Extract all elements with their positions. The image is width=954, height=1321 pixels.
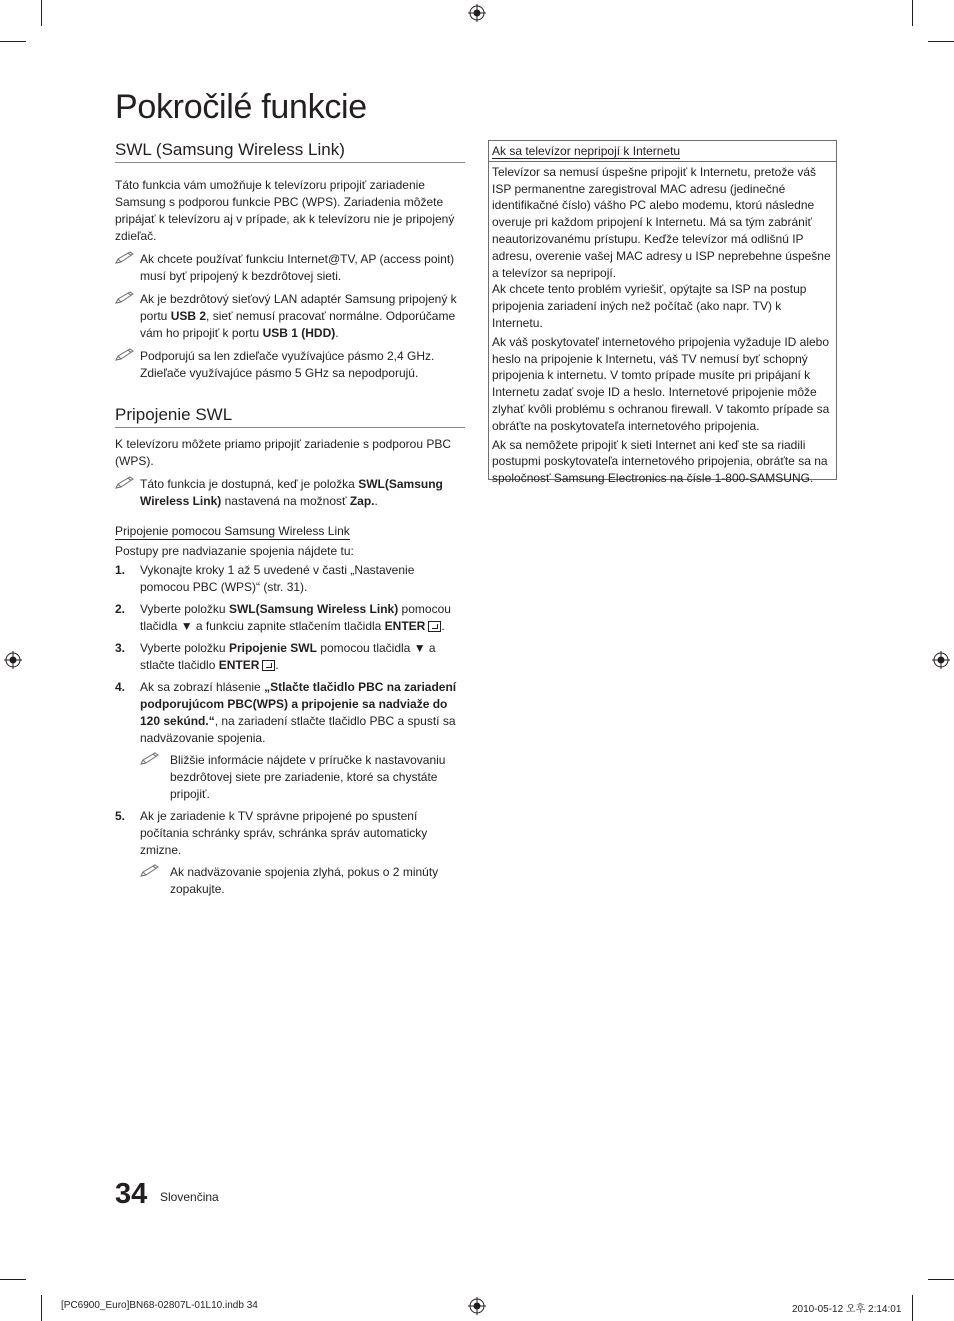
step-1 bbox=[115, 562, 465, 596]
step-text: , na zariadení stlačte tlačidlo PBC a spustí sa nadväzovanie spojenia. bbox=[140, 714, 456, 745]
note-usb-adapter bbox=[115, 291, 465, 342]
crop-mark bbox=[912, 1295, 913, 1321]
pripojenie-swl-label: Pripojenie SWL bbox=[228, 641, 317, 655]
crop-mark bbox=[928, 41, 954, 42]
swl-option-label: SWL(Samsung Wireless Link) bbox=[140, 477, 443, 508]
note-pencil-icon bbox=[115, 476, 135, 490]
note-text: , sieť nemusí pracovať normálne. Odporúčame vám ho pripojiť k portu bbox=[140, 309, 456, 340]
note-text: Bližšie informácie nájdete v príručke k nastavovaniu bezdrôtovej siete pre zariadenie, ktoré sa chystáte pripojiť. bbox=[170, 753, 446, 801]
registration-mark-icon bbox=[468, 4, 486, 22]
step-number: 4. bbox=[115, 680, 126, 694]
note-internet-tv bbox=[115, 251, 465, 285]
swl-intro: Táto funkcia vám umožňuje k televízoru pripojiť zariadenie Samsung s podporou funkcie PBC (WPS). Zariadenia môžete pripájať k televízoru aj v prípade, ak k televízoru nie je pripojený zdieľač. bbox=[115, 178, 455, 243]
note-text: Ak nadväzovanie spojenia zlyhá, pokus o 2 minúty zopakujte. bbox=[170, 865, 439, 896]
step-2 bbox=[115, 601, 465, 635]
info-paragraph-4: Ak sa nemôžete pripojiť k sieti Internet ani keď ste sa riadili postupmi poskytovateľa internetového pripojenia, obráťte sa na spoločnosť Samsung Electronics na čísle 1-800-SAMSUNG. bbox=[492, 437, 828, 486]
info-paragraph-1: Televízor sa nemusí úspešne pripojiť k Internetu, pretože váš ISP permanentne zaregistroval MAC adresu (jedinečné identifikačné číslo) vášho PC alebo modemu, ktorú následne overuje pri každom pripojení k Internetu. Má sa tým zabrániť neautorizovanému prístupu. Keďže televízor má odlišnú IP adresu, overenie vašej MAC adresy u ISP neprebehne úspešne a televízor sa nepripojí. bbox=[492, 164, 831, 280]
step-5-note bbox=[115, 864, 465, 898]
note-pencil-icon bbox=[115, 251, 135, 265]
step-text: pomocou tlačidla ▼ a stlačte tlačidlo bbox=[140, 641, 436, 672]
step-text: Ak je zariadenie k TV správne pripojené po spustení počítania schránky správ, schránka správ automaticky zmizne. bbox=[140, 809, 428, 857]
step-5 bbox=[115, 808, 465, 859]
section-heading-pripojenie: Pripojenie SWL bbox=[115, 405, 465, 428]
section-heading-swl: SWL (Samsung Wireless Link) bbox=[115, 140, 465, 163]
info-paragraph-3: Ak váš poskytovateľ internetového pripojenia vyžaduje ID alebo heslo na pripojenie k Internetu, váš TV nemusí byť schopný pripojenia k internetu. V tomto prípade musíte pri pripájaní k Internetu zadať svoje ID a heslo. Internetové pripojenie môže zlyhať kvôli problému s ochranou firewall. V takomto prípade sa obráťte na poskytovateľa internetového pripojenia. bbox=[492, 334, 830, 433]
info-box-title bbox=[492, 143, 833, 160]
step-3 bbox=[115, 640, 465, 674]
enter-key-icon bbox=[428, 621, 441, 632]
print-date-info: 2010-05-12 오후 2:14:01 bbox=[792, 1304, 902, 1315]
note-text: nastavená na možnosť bbox=[221, 494, 350, 508]
step-text: . bbox=[275, 658, 279, 672]
print-file-info: [PC6900_Euro]BN68-02807L-01L10.indb 34 bbox=[61, 1300, 258, 1311]
step-text: Vyberte položku bbox=[140, 602, 229, 616]
note-pencil-icon bbox=[115, 348, 135, 362]
pripojenie-intro: K televízoru môžete priamo pripojiť zariadenie s podporou PBC (WPS). bbox=[115, 437, 452, 468]
note-text: Ak chcete používať funkciu Internet@TV, AP (access point) musí byť pripojený k bezdrôtovej sieti. bbox=[140, 252, 455, 283]
info-box-divider bbox=[489, 161, 836, 162]
crop-mark bbox=[912, 0, 913, 26]
step-text: Vykonajte kroky 1 až 5 uvedené v časti „Nastavenie pomocou PBC (WPS)“ (str. 31). bbox=[140, 563, 415, 594]
note-frequency-band bbox=[115, 348, 465, 382]
step-text: . bbox=[441, 619, 445, 633]
note-text: . bbox=[335, 326, 339, 340]
step-number: 1. bbox=[115, 563, 126, 577]
step-4 bbox=[115, 679, 465, 747]
note-pencil-icon bbox=[115, 291, 135, 305]
note-text: . bbox=[374, 494, 378, 508]
left-column bbox=[115, 140, 465, 898]
step-text: Ak sa zobrazí hlásenie bbox=[140, 680, 265, 694]
step-4-note bbox=[115, 752, 465, 803]
usb2-label: USB 2 bbox=[170, 309, 207, 323]
steps-intro: Postupy pre nadviazanie spojenia nájdete tu: bbox=[115, 544, 354, 558]
crop-mark bbox=[0, 1279, 26, 1280]
page-number: 34 bbox=[115, 1178, 148, 1210]
info-box-title-text: Ak sa televízor nepripojí k Internetu bbox=[492, 144, 681, 158]
pbc-message: „Stlačte tlačidlo PBC na zariadení podporujúcom PBC(WPS) a pripojenie sa nadviaže do 120 sekúnd.“ bbox=[140, 680, 457, 728]
enter-key-icon bbox=[262, 660, 275, 671]
zap-option-label: Zap. bbox=[349, 494, 375, 508]
crop-mark bbox=[41, 0, 42, 26]
note-pencil-icon bbox=[140, 864, 160, 878]
subheading-swl-connection: Pripojenie pomocou Samsung Wireless Link bbox=[115, 524, 350, 538]
step-number: 2. bbox=[115, 602, 126, 616]
note-text: Táto funkcia je dostupná, keď je položka bbox=[140, 477, 359, 491]
step-number: 5. bbox=[115, 809, 126, 823]
note-text: Ak je bezdrôtový sieťový LAN adaptér Samsung pripojený k portu bbox=[140, 292, 457, 323]
crop-mark bbox=[41, 1295, 42, 1321]
info-paragraph-2: Ak chcete tento problém vyriešiť, opýtajte sa ISP na postup pripojenia zariadení iných než počítač (ako napr. TV) k Internetu. bbox=[492, 282, 807, 330]
swl-option-label: SWL(Samsung Wireless Link) bbox=[228, 602, 399, 616]
registration-mark-icon bbox=[932, 651, 950, 669]
enter-label: ENTER bbox=[218, 658, 260, 672]
subheading-wrapper bbox=[115, 522, 465, 540]
note-pencil-icon bbox=[140, 752, 160, 766]
step-text: Vyberte položku bbox=[140, 641, 229, 655]
registration-mark-icon bbox=[4, 651, 22, 669]
note-function-available bbox=[115, 476, 465, 510]
note-text: Podporujú sa len zdieľače využívajúce pásmo 2,4 GHz. Zdieľače využívajúce pásmo 5 GHz sa nepodporujú. bbox=[140, 349, 435, 380]
usb1-label: USB 1 (HDD) bbox=[262, 326, 336, 340]
info-box-internet bbox=[488, 140, 837, 486]
crop-mark bbox=[928, 1279, 954, 1280]
crop-mark bbox=[0, 41, 26, 42]
enter-label: ENTER bbox=[384, 619, 426, 633]
step-number: 3. bbox=[115, 641, 126, 655]
page-title: Pokročilé funkcie bbox=[115, 88, 367, 126]
step-text: pomocou tlačidla ▼ a funkciu zapnite stlačením tlačidla bbox=[140, 602, 451, 633]
registration-mark-icon bbox=[468, 1297, 486, 1315]
language-label: Slovenčina bbox=[160, 1190, 219, 1204]
